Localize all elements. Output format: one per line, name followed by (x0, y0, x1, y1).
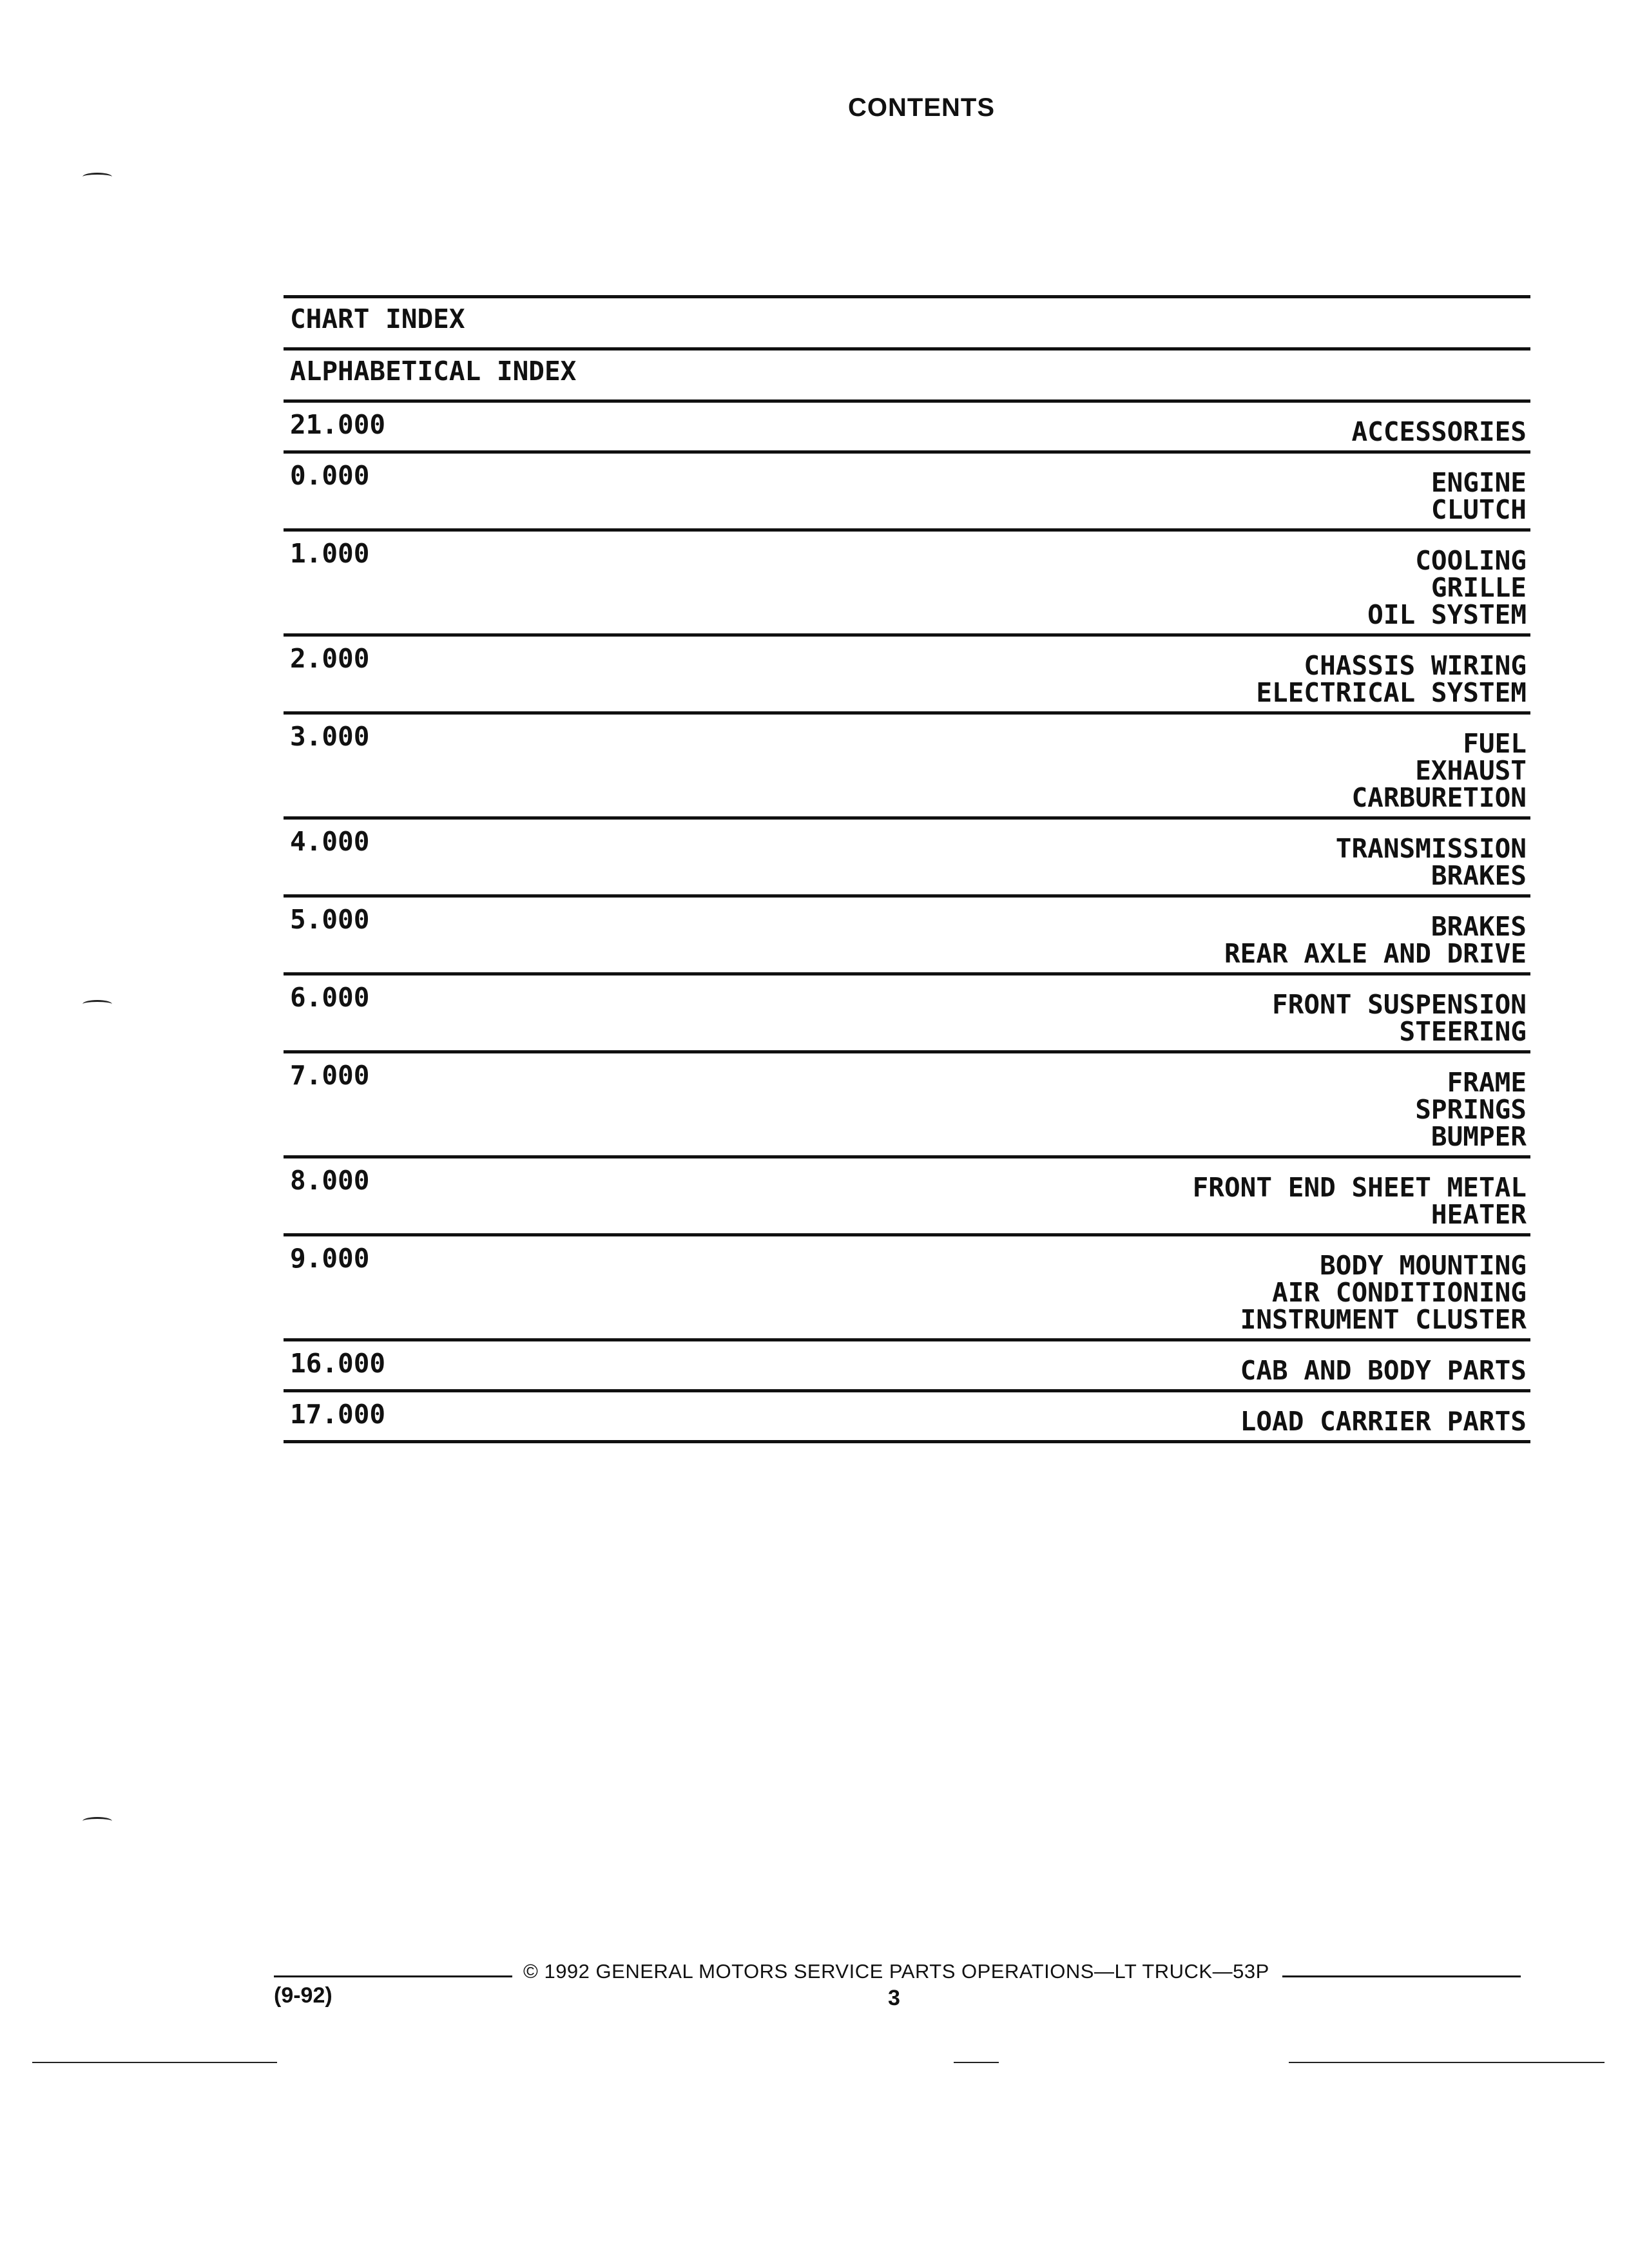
toc-row (284, 1392, 1530, 1443)
toc-row (284, 1236, 1530, 1341)
toc-row (284, 1341, 1530, 1392)
toc-section-number: 21.000 (290, 409, 386, 440)
toc-section-title: EXHAUST (1415, 755, 1527, 786)
toc-section-number: 16.000 (290, 1348, 386, 1379)
toc-section-number: 7.000 (290, 1060, 370, 1091)
toc-row (284, 403, 1530, 454)
toc-section-title: ELECTRICAL SYSTEM (1256, 677, 1527, 708)
toc-section-title: FUEL (1463, 728, 1527, 759)
toc-section-titles (284, 1158, 1530, 1233)
toc-section-titles (284, 532, 1530, 633)
toc-section-title: FRONT SUSPENSION (1272, 989, 1527, 1020)
page-title: CONTENTS (848, 93, 995, 122)
page-number: 3 (888, 1986, 900, 2010)
scan-edge-rule (954, 2062, 999, 2063)
toc-section-title: ENGINE (1431, 467, 1527, 498)
toc-row (284, 637, 1530, 715)
toc-section-titles (284, 403, 1530, 450)
toc-section-number: 3.000 (290, 721, 370, 752)
toc-section-title: STEERING (1399, 1016, 1527, 1047)
toc-section-number: 0.000 (290, 460, 370, 491)
toc-section-title: GRILLE (1431, 572, 1527, 603)
scan-edge-rule (32, 2062, 277, 2063)
toc-section-title: CHASSIS WIRING (1304, 650, 1527, 681)
copyright-notice: © 1992 GENERAL MOTORS SERVICE PARTS OPERATIONS—LT TRUCK—53P (523, 1960, 1269, 1983)
toc-section-title: ACCESSORIES (1351, 416, 1527, 447)
toc-section-titles (284, 1053, 1530, 1155)
toc-section-number: 6.000 (290, 982, 370, 1013)
toc-section-title: CARBURETION (1351, 782, 1527, 813)
toc-section-title: REAR AXLE AND DRIVE (1224, 938, 1527, 969)
toc-row (284, 898, 1530, 975)
toc-section-titles (284, 715, 1530, 816)
toc-row (284, 1158, 1530, 1236)
toc-section-title: LOAD CARRIER PARTS (1240, 1406, 1527, 1437)
footer-rule-right (1282, 1975, 1521, 1977)
toc-section-title: AIR CONDITIONING (1272, 1277, 1527, 1308)
toc-row (284, 820, 1530, 898)
toc-section-title: FRONT END SHEET METAL (1192, 1172, 1527, 1203)
toc-section-number: ALPHABETICAL INDEX (290, 356, 577, 387)
toc-section-titles (284, 898, 1530, 972)
toc-section-number: 5.000 (290, 904, 370, 935)
toc-row (284, 1053, 1530, 1158)
toc-section-titles (284, 1236, 1530, 1338)
toc-section-title: CAB AND BODY PARTS (1240, 1355, 1527, 1386)
toc-section-number: 17.000 (290, 1399, 386, 1430)
toc-row (284, 532, 1530, 637)
toc-section-titles (284, 1392, 1530, 1440)
toc-section-number: 4.000 (290, 826, 370, 857)
toc-section-title: FRAME (1447, 1067, 1527, 1098)
toc-section-title: BRAKES (1431, 911, 1527, 942)
toc-section-title: SPRINGS (1415, 1094, 1527, 1125)
toc-section-title: TRANSMISSION (1335, 833, 1527, 864)
scan-mark (82, 1000, 112, 1008)
toc-section-title: CLUTCH (1431, 494, 1527, 525)
toc-row (284, 715, 1530, 820)
toc-section-title: BODY MOUNTING (1320, 1250, 1527, 1281)
toc-section-titles (284, 454, 1530, 528)
toc-section-titles (284, 637, 1530, 711)
scan-edge-rule (1289, 2062, 1605, 2063)
toc-section-number: 8.000 (290, 1165, 370, 1196)
toc-section-number: CHART INDEX (290, 303, 465, 334)
revision-date: (9-92) (274, 1983, 333, 2008)
footer-rule-left (274, 1975, 512, 1977)
toc-section-title: BUMPER (1431, 1121, 1527, 1152)
toc-section-titles (284, 820, 1530, 894)
toc-section-titles (284, 1341, 1530, 1389)
toc-row (284, 975, 1530, 1053)
toc-section-title: BRAKES (1431, 860, 1527, 891)
scan-mark (82, 173, 112, 181)
toc-section-title: HEATER (1431, 1199, 1527, 1230)
toc-section-number: 2.000 (290, 643, 370, 674)
toc-section-number: 9.000 (290, 1243, 370, 1274)
contents-table (284, 295, 1530, 1443)
toc-section-title: OIL SYSTEM (1367, 599, 1527, 630)
toc-row (284, 454, 1530, 532)
toc-section-number: 1.000 (290, 538, 370, 569)
toc-section-titles (284, 975, 1530, 1050)
toc-section-title: INSTRUMENT CLUSTER (1240, 1304, 1527, 1335)
toc-row (284, 298, 1530, 351)
scan-mark (82, 1817, 112, 1825)
toc-row (284, 351, 1530, 403)
toc-section-title: COOLING (1415, 545, 1527, 576)
